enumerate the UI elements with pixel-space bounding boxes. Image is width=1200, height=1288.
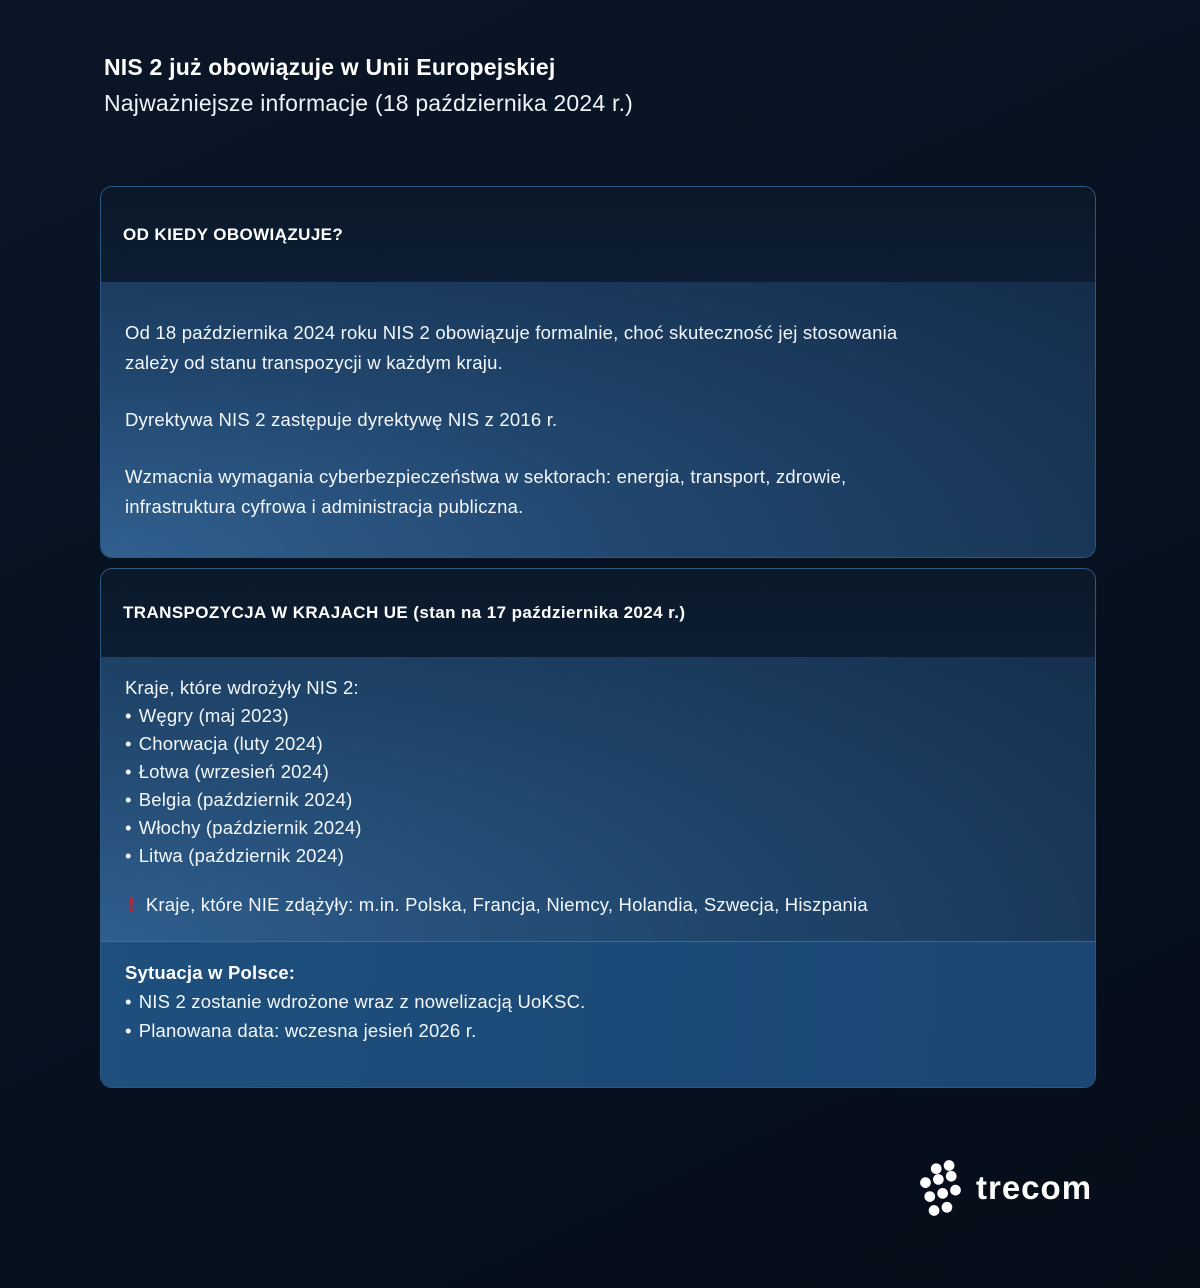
poland-item	[125, 1016, 1071, 1045]
text-line: Od 18 października 2024 roku NIS 2 obowiązuje formalnie, choć skuteczność jej stosowania	[125, 322, 898, 343]
page-subtitle: Najważniejsze informacje (18 października 2024 r.)	[104, 90, 634, 116]
bullet-icon: •	[125, 761, 132, 782]
paragraph-replaces-nis	[125, 405, 1025, 435]
card1-header-title: OD KIEDY OBOWIĄZUJE?	[123, 224, 344, 244]
poland-label: Sytuacja w Polsce:	[125, 962, 296, 983]
page-header	[104, 54, 633, 117]
country-item-label: Włochy (październik 2024)	[138, 817, 362, 838]
trecom-logo	[918, 1150, 1092, 1226]
warning-line	[125, 891, 1071, 919]
text-line: zależy od stanu transpozycji w każdym kraju.	[125, 352, 503, 373]
card2-header	[101, 569, 1095, 657]
trecom-dots-icon	[918, 1158, 963, 1218]
page-title: NIS 2 już obowiązuje w Unii Europejskiej	[104, 54, 556, 80]
bullet-icon: •	[125, 845, 132, 866]
card-od-kiedy	[100, 186, 1096, 558]
bullet-icon: •	[125, 817, 132, 838]
country-item	[125, 842, 1071, 870]
card-transpozycja	[100, 568, 1096, 1088]
country-item-label: Chorwacja (luty 2024)	[138, 733, 323, 754]
card1-body	[101, 282, 1095, 557]
country-item	[125, 786, 1071, 814]
exclamation-icon: !	[128, 894, 135, 916]
paragraph-sectors	[125, 462, 1025, 522]
poland-item-label: Planowana data: wczesna jesień 2026 r.	[138, 1020, 477, 1041]
bullet-icon: •	[125, 789, 132, 810]
text-line: Wzmacnia wymagania cyberbezpieczeństwa w sektorach: energia, transport, zdrowie,	[125, 466, 847, 487]
card2-header-title: TRANSPOZYCJA W KRAJACH UE (stan na 17 października 2024 r.)	[123, 603, 686, 622]
bullet-icon: •	[125, 991, 132, 1012]
bullet-icon: •	[125, 733, 132, 754]
country-item	[125, 730, 1071, 758]
implemented-label: Kraje, które wdrożyły NIS 2:	[125, 677, 359, 698]
text-line: infrastruktura cyfrowa i administracja publiczna.	[125, 496, 524, 517]
country-item-label: Litwa (październik 2024)	[138, 845, 345, 866]
bullet-icon: •	[125, 705, 132, 726]
poland-item-label: NIS 2 zostanie wdrożone wraz z nowelizacją UoKSC.	[138, 991, 586, 1012]
text-line: Dyrektywa NIS 2 zastępuje dyrektywę NIS z 2016 r.	[125, 409, 558, 430]
country-item	[125, 814, 1071, 842]
poland-panel	[101, 941, 1095, 1088]
card2-body	[101, 657, 1095, 941]
poland-item	[125, 987, 1071, 1016]
trecom-logo-text: trecom	[976, 1169, 1093, 1206]
country-item	[125, 702, 1071, 730]
country-item-label: Węgry (maj 2023)	[138, 705, 289, 726]
paragraph-formal-validity	[125, 318, 1025, 378]
country-item-label: Belgia (październik 2024)	[138, 789, 353, 810]
country-item-label: Łotwa (wrzesień 2024)	[138, 761, 330, 782]
card1-header	[101, 187, 1095, 282]
country-item	[125, 758, 1071, 786]
bullet-icon: •	[125, 1020, 132, 1041]
warning-text: Kraje, które NIE zdążyły: m.in. Polska, Francja, Niemcy, Holandia, Szwecja, Hiszpania	[145, 894, 868, 915]
